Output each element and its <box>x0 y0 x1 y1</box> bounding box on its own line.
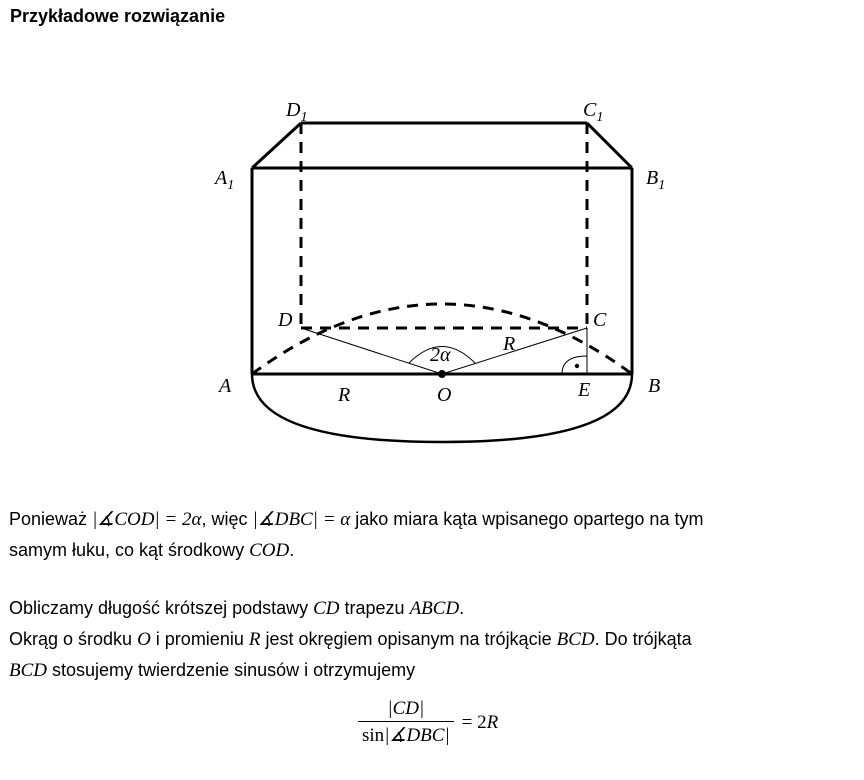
label-d1: $D_1$ <box>286 99 308 125</box>
right-angle-dot <box>575 364 579 368</box>
formula-fraction <box>358 698 454 747</box>
formula-rhs: = 2R <box>461 711 499 733</box>
label-c1: $C_1$ <box>583 99 604 125</box>
label-c: C <box>593 309 607 331</box>
label-r-left: R <box>338 384 351 406</box>
label-r-right: R <box>503 333 516 355</box>
label-o: O <box>437 384 452 406</box>
paragraph-sine-theorem: Obliczamy długość krótszej podstawy CD trapezu ABCD. Okrąg o środku O i promieniu R jest okręgiem opisanym na trójkącie BCD. Do trójkąta BCD stosujemy twierdzenie sinusów i otrzymujemy <box>9 598 692 681</box>
label-e: E <box>578 379 591 401</box>
center-point-o <box>438 370 446 378</box>
right-angle-mark <box>562 356 587 374</box>
label-b: B <box>648 375 661 397</box>
label-angle-2alpha: 2α <box>430 344 451 366</box>
edge-b1-c1 <box>587 123 632 168</box>
label-b1: $B_1$ <box>646 167 666 193</box>
sine-theorem-formula <box>358 698 498 747</box>
label-d: D <box>278 309 293 331</box>
formula-denominator: sin|∡DBC| <box>358 721 454 747</box>
paragraph-inscribed-angle: Ponieważ |∡COD| = 2α, więc |∡DBC| = α jako miara kąta wpisanego opartego na tym samym łuku, co kąt środkowy COD. <box>9 509 704 561</box>
section-heading: Przykładowe rozwiązanie <box>10 6 226 26</box>
label-a: A <box>219 375 232 397</box>
formula-numerator: |CD| <box>387 698 425 719</box>
edge-a1-d1 <box>252 123 301 168</box>
label-a1: $A_1$ <box>215 167 235 193</box>
segment-o-d <box>301 328 442 374</box>
